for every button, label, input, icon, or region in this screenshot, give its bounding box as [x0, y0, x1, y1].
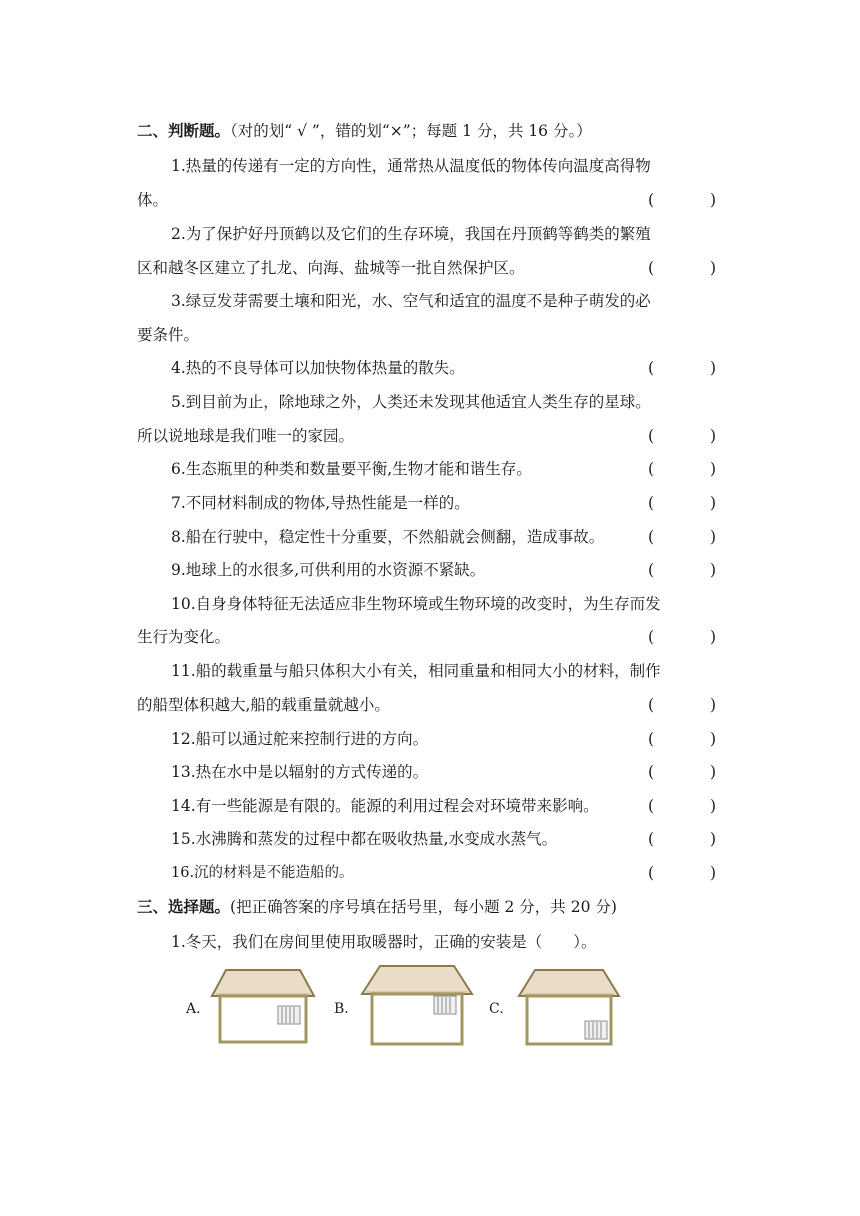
question-2-line-1: 2.为了保护好丹顶鹤以及它们的生存环境，我国在丹顶鹤等鹤类的繁殖 [171, 225, 651, 243]
section-2-instruction: （对的划“ √ ”，错的划“×”；每题 1 分，共 16 分。） [230, 122, 592, 140]
question-9-line-1: 9.地球上的水很多,可供利用的水资源不紧缺。 [171, 561, 486, 579]
question-10-line-2: 生行为变化。 [137, 628, 231, 646]
section-3-question-1: 1.冬天，我们在房间里使用取暖器时，正确的安装是（ ）。 [171, 933, 597, 951]
question-3-line-2: 要条件。 [137, 326, 200, 344]
question-5-line-2: 所以说地球是我们唯一的家园。 [137, 427, 355, 445]
question-11-line-1: 11.船的载重量与船只体积大小有关，相同重量和相同大小的材料，制作 [171, 662, 661, 680]
question-12-line-1: 12.船可以通过舵来控制行进的方向。 [171, 730, 429, 748]
radiator-icon [585, 1021, 607, 1039]
question-1-line-2: 体。 [137, 191, 169, 209]
question-7-line-1: 7.不同材料制成的物体,导热性能是一样的。 [171, 494, 470, 512]
question-15-line-1: 15.水沸腾和蒸发的过程中都在吸收热量,水变成水蒸气。 [171, 830, 558, 848]
house-c-roof [519, 970, 619, 996]
radiator-icon [434, 996, 456, 1014]
option-b-label[interactable]: B. [334, 1001, 349, 1017]
section-3-instruction: (把正确答案的序号填在括号里，每小题 2 分，共 20 分) [230, 898, 617, 916]
question-3-line-1: 3.绿豆发芽需要土壤和阳光，水、空气和适宜的温度不是种子萌发的必 [171, 292, 651, 310]
question-5-line-1: 5.到目前为止，除地球之外，人类还未发现其他适宜人类生存的星球。 [171, 393, 651, 411]
section-2-heading: 二、判断题。 [137, 121, 231, 140]
question-8-line-1: 8.船在行驶中，稳定性十分重要，不然船就会侧翻，造成事故。 [171, 528, 605, 546]
section-3-heading-line [137, 897, 617, 917]
question-1-line-1: 1.热量的传递有一定的方向性，通常热从温度低的物体传向温度高得物 [171, 157, 651, 175]
house-a-image[interactable] [206, 968, 320, 1046]
house-b-roof [362, 966, 472, 994]
question-6-line-1: 6.生态瓶里的种类和数量要平衡,生物才能和谐生存。 [171, 460, 532, 478]
question-13-line-1: 13.热在水中是以辐射的方式传递的。 [171, 763, 429, 781]
question-14-line-1: 14.有一些能源是有限的。能源的利用过程会对环境带来影响。 [171, 797, 599, 815]
question-2-line-2: 区和越冬区建立了扎龙、向海、盐城等一批自然保护区。 [137, 259, 525, 277]
section-3-heading: 三、选择题。 [137, 897, 231, 916]
house-a-roof [212, 970, 314, 996]
question-4-line-1: 4.热的不良导体可以加快物体热量的散失。 [171, 359, 465, 377]
question-11-line-2: 的船型体积越大,船的载重量就越小。 [137, 696, 390, 714]
house-b-image[interactable] [358, 964, 476, 1048]
section-2-heading-line [137, 121, 592, 141]
option-a-label[interactable]: A. [186, 1001, 201, 1017]
question-16-line-1: 16.沉的材料是不能造船的。 [171, 865, 354, 881]
radiator-icon [278, 1006, 300, 1024]
house-c-image[interactable] [515, 968, 623, 1048]
option-c-label[interactable]: C. [489, 1001, 504, 1017]
question-10-line-1: 10.自身身体特征无法适应非生物环境或生物环境的改变时，为生存而发 [171, 595, 661, 613]
